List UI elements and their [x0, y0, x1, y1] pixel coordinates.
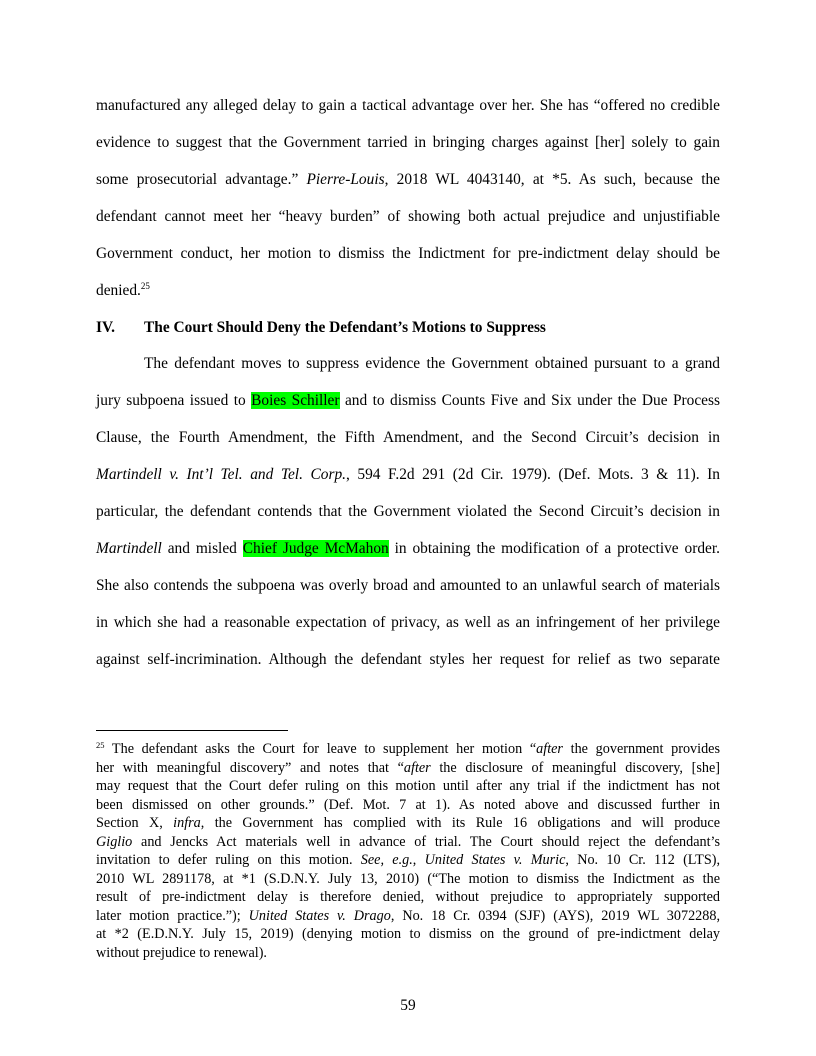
- footnote-line: her with meaningful discovery” and notes that “after the disclosure of meaningful discovery, [she]: [96, 759, 720, 776]
- body-line: some prosecutorial advantage.” Pierre-Louis, 2018 WL 4043140, at *5. As such, because the: [96, 171, 720, 188]
- body-line: jury subpoena issued to Boies Schiller and to dismiss Counts Five and Six under the Due Process: [96, 392, 720, 409]
- footnote-line: result of pre-indictment delay is therefore denied, without prejudice to appropriately supported: [96, 889, 720, 905]
- footnote-line: Section X, infra, the Government has complied with its Rule 16 obligations and will produce: [96, 815, 720, 831]
- body-line: in which she had a reasonable expectation of privacy, as well as an infringement of her privilege: [96, 614, 720, 631]
- footnote-separator: [96, 730, 288, 731]
- case-citation: Martindell v. Int’l Tel. and Tel. Corp.: [96, 466, 346, 483]
- highlighted-name: Boies Schiller: [251, 392, 340, 409]
- section-number: IV.: [96, 319, 115, 336]
- case-citation: Martindell: [96, 540, 162, 557]
- page-number: 59: [400, 997, 416, 1014]
- footnote-line: Giglio and Jencks Act materials well in advance of trial. The Court should reject the defendant’s: [96, 833, 720, 850]
- section-heading: [96, 318, 720, 338]
- body-line: evidence to suggest that the Government tarried in bringing charges against [her] solely to gain: [96, 134, 720, 151]
- body-line: defendant cannot meet her “heavy burden” of showing both actual prejudice and unjustifiable: [96, 208, 720, 225]
- body-line: The defendant moves to suppress evidence the Government obtained pursuant to a grand: [144, 355, 720, 372]
- case-citation: Pierre-Louis: [306, 171, 385, 188]
- body-line: denied.$^{25}$: [96, 281, 150, 299]
- footnote-line: may request that the Court defer ruling on this motion until after any trial if the indictment has not: [96, 778, 720, 794]
- body-line: Clause, the Fourth Amendment, the Fifth Amendment, and the Second Circuit’s decision in: [96, 429, 720, 446]
- footnote-line: $^{25}$ The defendant asks the Court for leave to supplement her motion “after the government provides: [96, 740, 720, 757]
- footnote-reference[interactable]: 25: [140, 281, 150, 291]
- body-line: against self-incrimination. Although the defendant styles her request for relief as two separate: [96, 651, 720, 668]
- body-line: Martindell v. Int’l Tel. and Tel. Corp., 594 F.2d 291 (2d Cir. 1979). (Def. Mots. 3 & 11). In: [96, 466, 720, 483]
- footnote-line: at *2 (E.D.N.Y. July 15, 2019) (denying motion to dismiss on the ground of pre-indictment delay: [96, 926, 720, 942]
- footnote-marker: 25: [96, 740, 105, 750]
- body-line: Martindell and misled Chief Judge McMahon in obtaining the modification of a protective order.: [96, 540, 720, 557]
- footnote-line: without prejudice to renewal).: [96, 944, 267, 961]
- footnote-line: been dismissed on other grounds.” (Def. Mot. 7 at 1). As noted above and discussed further in: [96, 796, 720, 813]
- body-line: Government conduct, her motion to dismiss the Indictment for pre-indictment delay should be: [96, 245, 720, 262]
- highlighted-name: Chief Judge McMahon: [242, 540, 389, 557]
- body-line: manufactured any alleged delay to gain a tactical advantage over her. She has “offered no credible: [96, 97, 720, 114]
- footnote-line: 2010 WL 2891178, at *1 (S.D.N.Y. July 13, 2010) (“The motion to dismiss the Indictment as the: [96, 870, 720, 887]
- body-line: She also contends the subpoena was overly broad and amounted to an unlawful search of materials: [96, 577, 720, 594]
- body-line: particular, the defendant contends that the Government violated the Second Circuit’s decision in: [96, 503, 720, 520]
- section-title: The Court Should Deny the Defendant’s Motions to Suppress: [144, 319, 546, 336]
- footnote-line: later motion practice.”); United States v. Drago, No. 18 Cr. 0394 (SJF) (AYS), 2019 WL 3072288,: [96, 907, 720, 924]
- footnote-line: invitation to defer ruling on this motion. See, e.g., United States v. Muric, No. 10 Cr. 112 (LTS),: [96, 852, 720, 868]
